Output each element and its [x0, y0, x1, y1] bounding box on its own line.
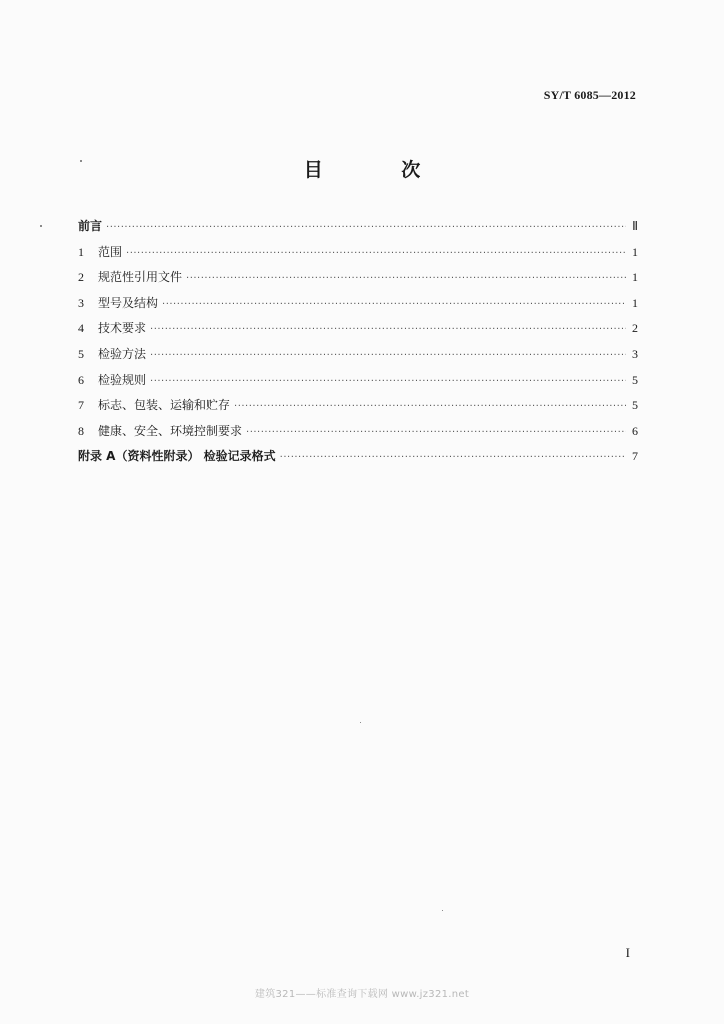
toc-entry-label: 附录 A（资料性附录） 检验记录格式: [78, 449, 276, 464]
toc-entry-page: 7: [632, 449, 638, 464]
toc-leader-dots: [246, 427, 626, 438]
scan-speck: [442, 910, 443, 911]
toc-leader-dots: [106, 222, 626, 233]
toc-entry-normative-references[interactable]: [78, 268, 638, 294]
toc-title: 目 次: [303, 159, 457, 181]
toc-entry-number: 2: [78, 270, 84, 285]
toc-entry-marking-packaging[interactable]: [78, 396, 638, 422]
toc-leader-dots: [280, 452, 626, 463]
toc-entry-scope[interactable]: [78, 243, 638, 269]
toc-entry-number: 7: [78, 398, 84, 413]
toc-entry-page: 2: [632, 321, 638, 336]
toc-entry-label: 规范性引用文件: [98, 270, 183, 285]
toc-leader-dots: [162, 299, 626, 310]
toc-leader-dots: [186, 273, 626, 284]
toc-leader-dots: [234, 401, 626, 412]
watermark: 建筑321——标准查询下载网 www.jz321.net: [254, 989, 470, 1000]
toc-entry-label: 技术要求: [98, 321, 147, 336]
toc-entry-number: 5: [78, 346, 84, 361]
toc-entry-page: Ⅱ: [632, 219, 638, 233]
toc-entry-number: 3: [78, 295, 84, 310]
toc-entry-technical-requirements[interactable]: [78, 319, 638, 345]
toc-leader-dots: [150, 350, 626, 361]
toc-entry-hse-requirements[interactable]: [78, 422, 638, 448]
standard-code: SY/T 6085—2012: [543, 88, 636, 102]
table-of-contents: [78, 217, 638, 473]
toc-leader-dots: [126, 248, 626, 259]
toc-entry-label: 范围: [98, 244, 123, 259]
toc-entry-appendix-a[interactable]: [78, 447, 638, 473]
toc-entry-model-structure[interactable]: [78, 294, 638, 320]
toc-entry-page: 6: [632, 423, 638, 438]
toc-entry-number: 6: [78, 372, 84, 387]
toc-entry-page: 5: [632, 398, 638, 413]
toc-entry-number: 8: [78, 423, 84, 438]
toc-entry-number: 1: [78, 244, 84, 259]
toc-entry-page: 1: [632, 295, 638, 310]
toc-entry-test-methods[interactable]: [78, 345, 638, 371]
toc-entry-label: 型号及结构: [98, 295, 159, 310]
toc-entry-page: 1: [632, 244, 638, 259]
scan-speck: [40, 225, 42, 227]
page-number: I: [625, 945, 630, 960]
toc-entry-page: 5: [632, 372, 638, 387]
toc-entry-label: 检验规则: [98, 372, 147, 387]
scan-speck: [360, 722, 361, 723]
toc-leader-dots: [150, 324, 626, 335]
toc-entry-label: 前言: [78, 219, 103, 233]
scan-speck: [80, 160, 82, 162]
toc-entry-page: 1: [632, 270, 638, 285]
toc-entry-label: 标志、包装、运输和贮存: [98, 398, 231, 413]
toc-entry-number: 4: [78, 321, 84, 336]
toc-entry-label: 检验方法: [98, 346, 147, 361]
toc-entry-inspection-rules[interactable]: [78, 371, 638, 397]
toc-leader-dots: [150, 376, 626, 387]
toc-entry-page: 3: [632, 346, 638, 361]
toc-entry-label: 健康、安全、环境控制要求: [98, 423, 243, 438]
toc-entry-foreword[interactable]: [78, 217, 638, 243]
